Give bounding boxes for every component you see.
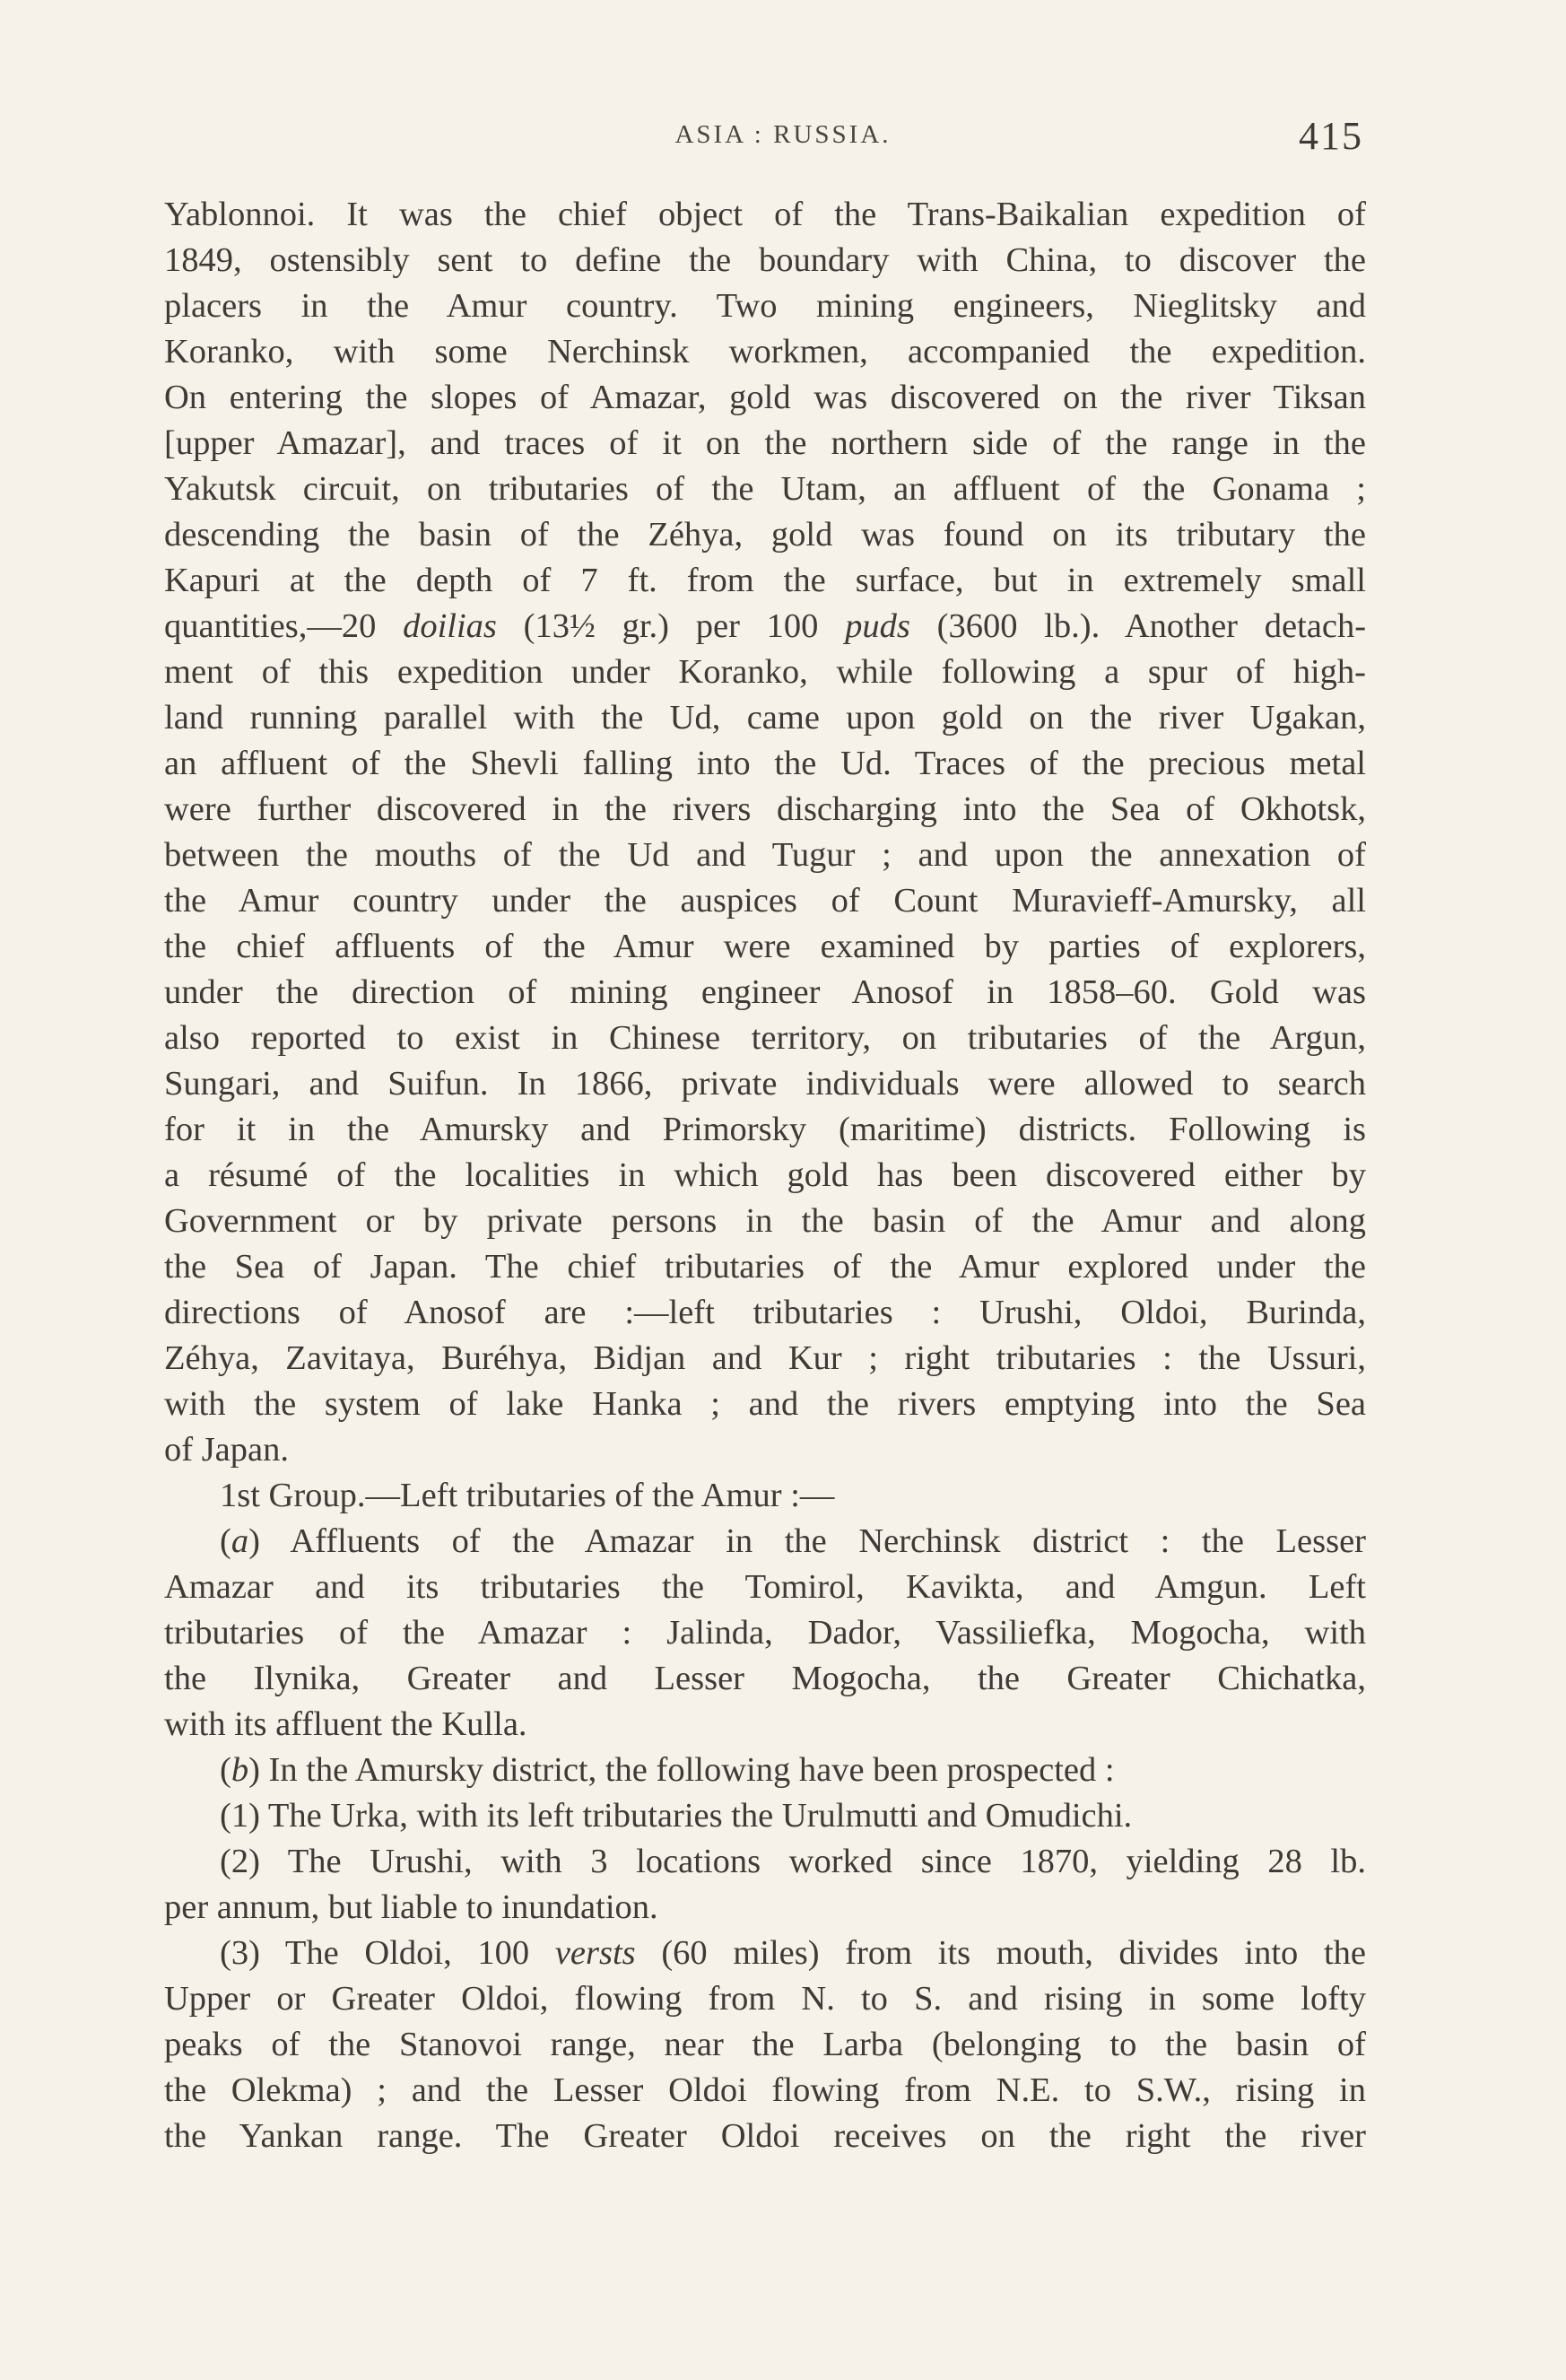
text-line: Kapuri at the depth of 7 ft. from the surface, but in extremely small bbox=[164, 562, 1366, 599]
text-run: ( bbox=[220, 1751, 231, 1789]
text-line: also reported to exist in Chinese territory, on tributaries of the Argun, bbox=[164, 1019, 1366, 1057]
text-line: Amazar and its tributaries the Tomirol, Kavikta, and Amgun. Left bbox=[164, 1568, 1366, 1606]
text-run: ) Affluents of the Amazar in the Nerchinsk district : the Lesser bbox=[248, 1522, 1366, 1560]
text-line: with the system of lake Hanka ; and the rivers emptying into the Sea bbox=[164, 1385, 1366, 1423]
text-line: Koranko, with some Nerchinsk workmen, accompanied the expedition. bbox=[164, 333, 1366, 371]
text-line: the Sea of Japan. The chief tributaries of the Amur explored under the bbox=[164, 1248, 1366, 1286]
text-run: (60 miles) from its mouth, divides into the bbox=[635, 1934, 1366, 1972]
italic-term: puds bbox=[845, 607, 910, 645]
text-line: placers in the Amur country. Two mining engineers, Nieglitsky and bbox=[164, 287, 1366, 325]
text-run: (3600 lb.). Another detach- bbox=[909, 607, 1367, 645]
text-run: quantities,—20 bbox=[164, 607, 404, 645]
text-line bbox=[164, 1748, 1366, 1793]
text-line: the Olekma) ; and the Lesser Oldoi flowing from N.E. to S.W., rising in bbox=[164, 2071, 1366, 2109]
text-line: On entering the slopes of Amazar, gold was discovered on the river Tiksan bbox=[164, 379, 1366, 416]
text-line: the chief affluents of the Amur were examined by parties of explorers, bbox=[164, 928, 1366, 965]
italic-term: a bbox=[231, 1522, 249, 1560]
text-line: peaks of the Stanovoi range, near the Larba (belonging to the basin of bbox=[164, 2026, 1366, 2063]
text-line: an affluent of the Shevli falling into the Ud. Traces of the precious metal bbox=[164, 745, 1366, 782]
text-line: between the mouths of the Ud and Tugur ; and upon the annexation of bbox=[164, 836, 1366, 874]
text-line: with its affluent the Kulla. bbox=[164, 1705, 527, 1743]
text-line: the Amur country under the auspices of Count Muravieff-Amursky, all bbox=[164, 882, 1366, 920]
text-line: tributaries of the Amazar : Jalinda, Dador, Vassiliefka, Mogocha, with bbox=[164, 1614, 1366, 1652]
text-line: directions of Anosof are :—left tributaries : Urushi, Oldoi, Burinda, bbox=[164, 1294, 1366, 1331]
text-line: of Japan. bbox=[164, 1431, 289, 1469]
text-line bbox=[164, 1519, 1366, 1565]
section-title: ASIA : RUSSIA. bbox=[674, 120, 892, 149]
text-run: ( bbox=[220, 1522, 231, 1560]
text-line: for it in the Amursky and Primorsky (maritime) districts. Following is bbox=[164, 1111, 1366, 1148]
text-line: Yablonnoi. It was the chief object of the Trans-Baikalian expedition of bbox=[164, 196, 1366, 233]
text-line bbox=[164, 604, 1366, 649]
text-run: (3) The Oldoi, 100 bbox=[220, 1934, 555, 1972]
text-line: [upper Amazar], and traces of it on the northern side of the range in the bbox=[164, 424, 1366, 462]
text-line: (2) The Urushi, with 3 locations worked since 1870, yielding 28 lb. bbox=[220, 1843, 1366, 1880]
text-line: Upper or Greater Oldoi, flowing from N. to S. and rising in some lofty bbox=[164, 1980, 1366, 2018]
text-line: were further discovered in the rivers discharging into the Sea of Okhotsk, bbox=[164, 790, 1366, 828]
text-line: per annum, but liable to inundation. bbox=[164, 1888, 658, 1926]
page-number: 415 bbox=[1299, 114, 1363, 158]
running-head bbox=[0, 113, 1566, 167]
text-line: Yakutsk circuit, on tributaries of the Utam, an affluent of the Gonama ; bbox=[164, 470, 1366, 508]
text-line bbox=[164, 1931, 1366, 1976]
text-line: ment of this expedition under Koranko, while following a spur of high- bbox=[164, 653, 1366, 691]
text-line: (1) The Urka, with its left tributaries the Urulmutti and Omudichi. bbox=[220, 1797, 1133, 1835]
text-line: the Yankan range. The Greater Oldoi receives on the right the river bbox=[164, 2117, 1366, 2155]
text-line: under the direction of mining engineer Anosof in 1858–60. Gold was bbox=[164, 973, 1366, 1011]
italic-term: doilias bbox=[403, 607, 497, 645]
text-run: ) In the Amursky district, the following have been prospected : bbox=[248, 1751, 1115, 1789]
italic-term: versts bbox=[554, 1934, 636, 1972]
text-line: the Ilynika, Greater and Lesser Mogocha, the Greater Chichatka, bbox=[164, 1660, 1366, 1697]
text-line: 1849, ostensibly sent to define the boundary with China, to discover the bbox=[164, 241, 1366, 279]
body-text bbox=[164, 192, 1366, 2159]
text-line: descending the basin of the Zéhya, gold was found on its tributary the bbox=[164, 516, 1366, 554]
text-line: Zéhya, Zavitaya, Buréhya, Bidjan and Kur ; right tributaries : the Ussuri, bbox=[164, 1339, 1366, 1377]
text-line: 1st Group.—Left tributaries of the Amur :— bbox=[220, 1477, 835, 1514]
text-line: land running parallel with the Ud, came upon gold on the river Ugakan, bbox=[164, 699, 1366, 737]
text-line: Sungari, and Suifun. In 1866, private individuals were allowed to search bbox=[164, 1065, 1366, 1103]
text-line: a résumé of the localities in which gold has been discovered either by bbox=[164, 1156, 1366, 1194]
text-run: (13½ gr.) per 100 bbox=[496, 607, 846, 645]
italic-term: b bbox=[231, 1751, 249, 1789]
text-line: Government or by private persons in the basin of the Amur and along bbox=[164, 1202, 1366, 1240]
